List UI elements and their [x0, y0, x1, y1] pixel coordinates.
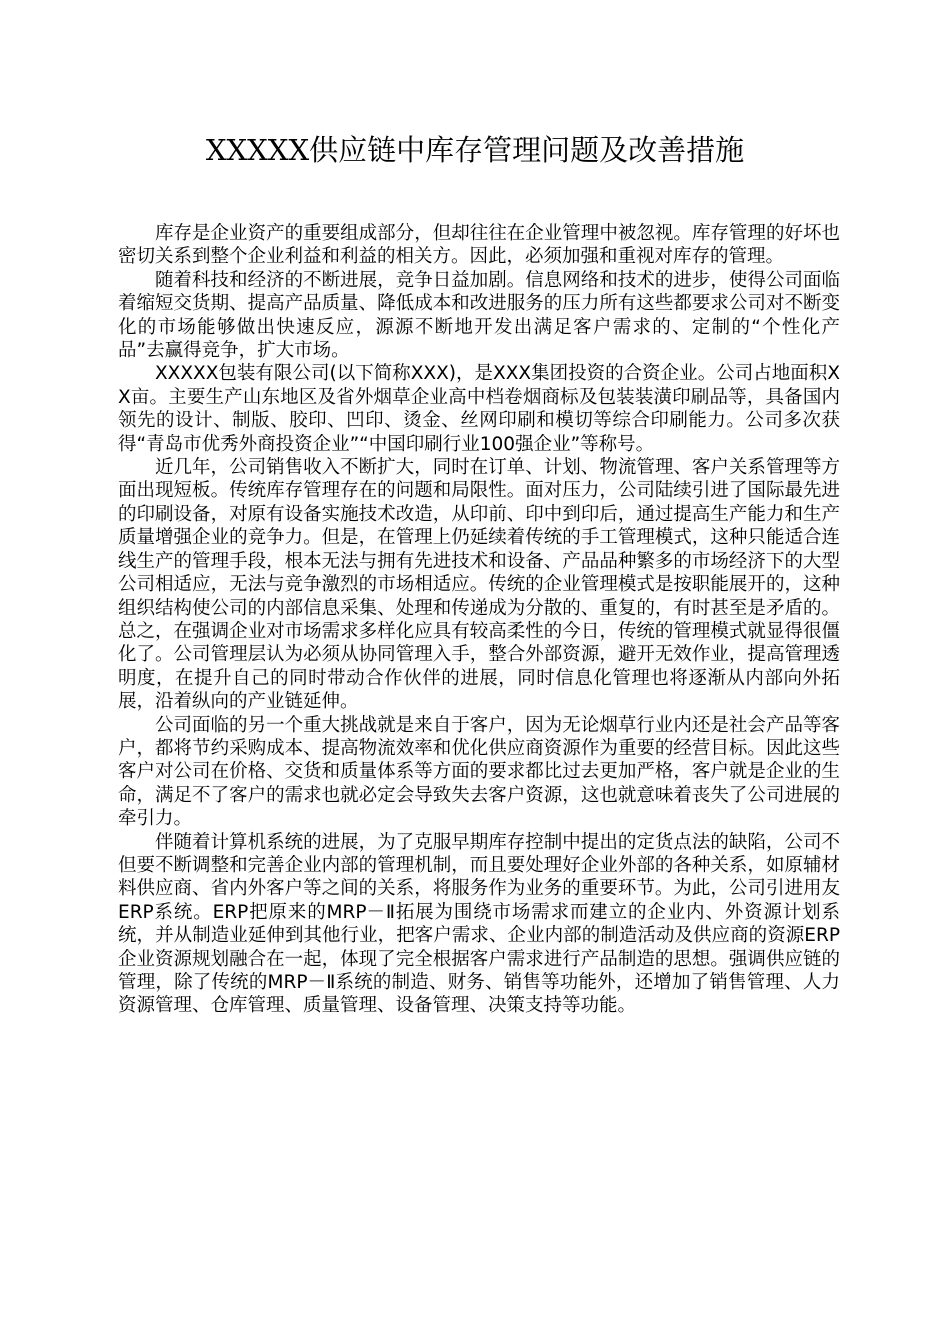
document-title: XXXXX供应链中库存管理问题及改善措施 [205, 133, 745, 167]
paragraph-management-challenges: 近几年，公司销售收入不断扩大，同时在订单、计划、物流管理、客户关系管理等方面出现短板。传统库存管理存在的问题和局限性。面对压力，公司陆续引进了国际最先进的印刷设备，对原有设备实施技术改造，从印前、印中到印后，通过提高生产能力和生产质量增强企业的竞争力。但是，在管理上仍延续着传统的手工管理模式，这种只能适合连线生产的管理手段，根本无法与拥有先进技术和设备、产品品种繁多的市场经济下的大型公司相适应，无法与竞争激烈的市场相适应。传统的企业管理模式是按职能展开的，这种组织结构使公司的内部信息采集、处理和传递成为分散的、重复的，有时甚至是矛盾的。总之，在强调企业对市场需求多样化应具有较高柔性的今日，传统的管理模式就显得很僵化了。公司管理层认为必须从协同管理入手，整合外部资源，避开无效作业，提高管理透明度，在提升自己的同时带动合作伙伴的进展，同时信息化管理也将逐渐从内部向外拓展，沿着纵向的产业链延伸。 [118, 457, 840, 713]
paragraph-customer-challenge: 公司面临的另一个重大挑战就是来自于客户，因为无论烟草行业内还是社会产品等客户，都将节约采购成本、提高物流效率和优化供应商资源作为重要的经营目标。因此这些客户对公司在价格、交货和质量体系等方面的要求都比过去更加严格，客户就是企业的生命，满足不了客户的需求也就必定会导致失去客户资源，这也就意味着丧失了公司进展的牵引力。 [118, 714, 840, 830]
document-body [118, 222, 840, 1018]
paragraph-erp-system: 伴随着计算机系统的进展，为了克服早期库存控制中提出的定货点法的缺陷，公司不但要不断调整和完善企业内部的管理机制，而且要处理好企业外部的各种关系，如原辅材料供应商、省内外客户等之间的关系，将服务作为业务的重要环节。为此，公司引进用友ERP系统。ERP把原来的MRP－Ⅱ拓展为围绕市场需求而建立的企业内、外资源计划系统，并从制造业延伸到其他行业，把客户需求、企业内部的制造活动及供应商的资源ERP企业资源规划融合在一起，体现了完全根据客户需求进行产品制造的思想。强调供应链的管理，除了传统的MRP－Ⅱ系统的制造、财务、销售等功能外，还增加了销售管理、人力资源管理、仓库管理、质量管理、设备管理、决策支持等功能。 [118, 831, 840, 1017]
paragraph-competition: 随着科技和经济的不断进展，竞争日益加剧。信息网络和技术的进步，使得公司面临着缩短交货期、提高产品质量、降低成本和改进服务的压力所有这些都要求公司对不断变化的市场能够做出快速反应，源源不断地开发出满足客户需求的、定制的“个性化产品”去赢得竞争，扩大市场。 [118, 269, 840, 362]
paragraph-company-profile: XXXXX包装有限公司(以下简称XXX)，是XXX集团投资的合资企业。公司占地面积XX亩。主要生产山东地区及省外烟草企业高中档卷烟商标及包装装潢印刷品等，具备国内领先的设计、制版、胶印、凹印、烫金、丝网印刷和模切等综合印刷能力。公司多次获得“青岛市优秀外商投资企业”“中国印刷行业100强企业”等称号。 [118, 363, 840, 455]
paragraph-inventory-intro: 库存是企业资产的重要组成部分，但却往往在企业管理中被忽视。库存管理的好坏也密切关系到整个企业利益和利益的相关方。因此，必须加强和重视对库存的管理。 [118, 223, 840, 268]
